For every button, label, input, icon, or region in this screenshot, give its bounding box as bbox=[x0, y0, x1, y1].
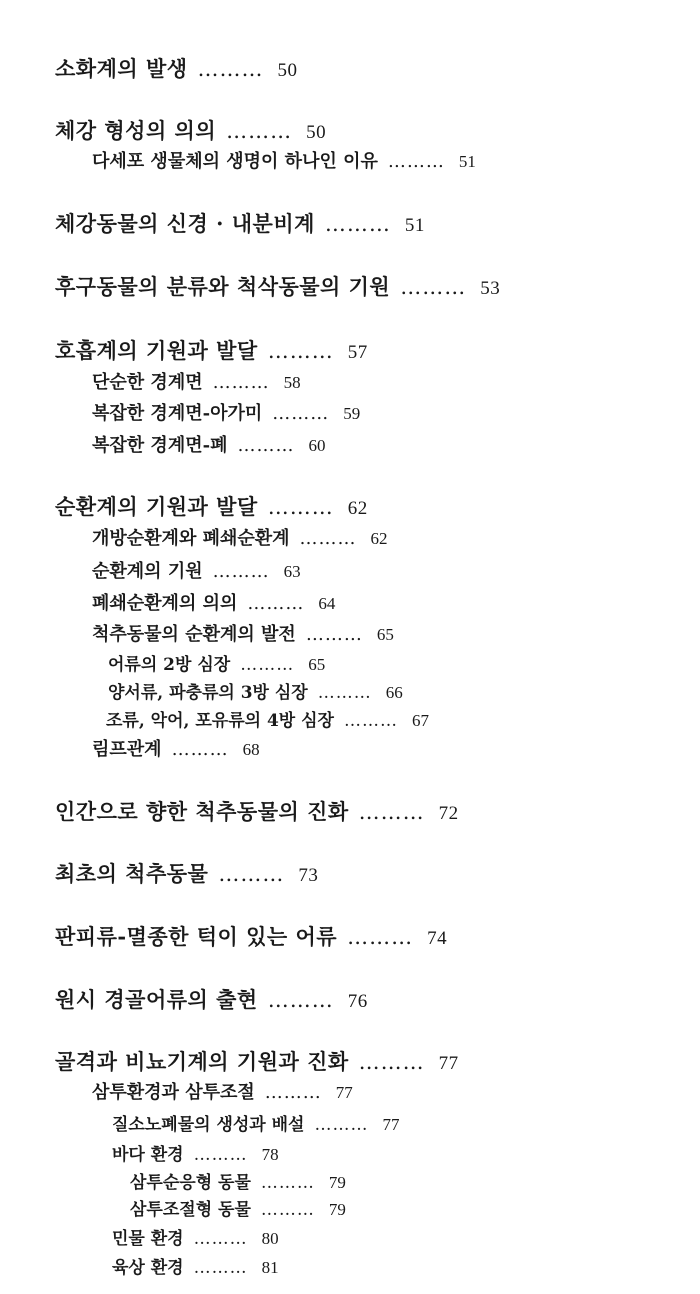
entry-title: 질소노폐물의 생성과 배설 bbox=[112, 1115, 305, 1135]
toc-entry bbox=[92, 368, 301, 394]
page-number: 53 bbox=[480, 278, 501, 299]
dot-leader: ……… bbox=[305, 624, 363, 645]
page-number: 68 bbox=[242, 740, 260, 759]
entry-title: 바다 환경 bbox=[112, 1145, 184, 1165]
page-number: 51 bbox=[458, 152, 476, 171]
dot-leader: ……… bbox=[358, 1050, 425, 1074]
dot-leader: ……… bbox=[193, 1229, 248, 1249]
toc-entry bbox=[92, 620, 394, 646]
toc-entry bbox=[55, 335, 368, 365]
dot-leader: ……… bbox=[193, 1145, 248, 1165]
page-number: 57 bbox=[347, 342, 368, 363]
entry-title: 육상 환경 bbox=[112, 1258, 184, 1278]
page-number: 62 bbox=[347, 498, 368, 519]
page-number: 66 bbox=[385, 683, 403, 702]
entry-title: 인간으로 향한 척추동물의 진화 bbox=[55, 799, 349, 824]
dot-leader: ……… bbox=[212, 372, 270, 393]
toc-entry bbox=[55, 491, 368, 521]
toc-entry bbox=[55, 115, 326, 145]
entry-title: 복잡한 경계면-폐 bbox=[92, 435, 228, 456]
dot-leader: ……… bbox=[247, 593, 305, 614]
toc-entry bbox=[130, 1168, 346, 1193]
toc-entry bbox=[112, 1140, 279, 1165]
entry-title: 개방순환계와 폐쇄순환계 bbox=[92, 528, 290, 549]
entry-title: 척추동물의 순환계의 발전 bbox=[92, 624, 296, 645]
toc-entry bbox=[92, 735, 260, 761]
dot-leader: ……… bbox=[272, 403, 330, 424]
dot-leader: ……… bbox=[171, 739, 229, 760]
entry-title: 단순한 경계면 bbox=[92, 372, 203, 393]
dot-leader: ……… bbox=[387, 151, 445, 172]
page-number: 81 bbox=[261, 1258, 279, 1277]
entry-title: 체강 형성의 의의 bbox=[55, 118, 217, 143]
toc-entry bbox=[55, 208, 425, 238]
page-number: 76 bbox=[347, 991, 368, 1012]
entry-title: 순환계의 기원과 발달 bbox=[55, 494, 258, 519]
entry-title: 조류, 악어, 포유류의 4방 심장 bbox=[106, 711, 334, 731]
entry-title: 양서류, 파충류의 3방 심장 bbox=[108, 683, 308, 703]
page-number: 50 bbox=[306, 122, 327, 143]
toc-entry bbox=[92, 399, 360, 425]
page-number: 80 bbox=[261, 1229, 279, 1248]
dot-leader: ……… bbox=[264, 1082, 322, 1103]
page-number: 58 bbox=[283, 373, 301, 392]
page-number: 79 bbox=[328, 1173, 346, 1192]
dot-leader: ……… bbox=[324, 212, 391, 236]
page-number: 62 bbox=[370, 529, 388, 548]
page-number: 72 bbox=[438, 803, 459, 824]
entry-title: 판피류-멸종한 턱이 있는 어류 bbox=[55, 924, 338, 949]
toc-entry bbox=[112, 1110, 399, 1135]
toc-entry bbox=[92, 431, 325, 457]
dot-leader: ……… bbox=[347, 925, 414, 949]
page-number: 79 bbox=[328, 1200, 346, 1219]
page-number: 64 bbox=[318, 594, 336, 613]
page-number: 78 bbox=[261, 1145, 279, 1164]
dot-leader: ……… bbox=[193, 1258, 248, 1278]
dot-leader: ……… bbox=[314, 1115, 369, 1135]
toc-entry bbox=[55, 271, 500, 301]
entry-title: 폐쇄순환계의 의의 bbox=[92, 593, 238, 614]
dot-leader: ……… bbox=[218, 862, 285, 886]
page-number: 63 bbox=[283, 562, 301, 581]
entry-title: 순환계의 기원 bbox=[92, 561, 203, 582]
page-number: 77 bbox=[438, 1053, 459, 1074]
entry-title: 삼투환경과 삼투조절 bbox=[92, 1082, 255, 1103]
dot-leader: ……… bbox=[267, 339, 334, 363]
entry-title: 민물 환경 bbox=[112, 1229, 184, 1249]
dot-leader: ……… bbox=[260, 1200, 315, 1220]
toc-entry bbox=[55, 984, 368, 1014]
toc-entry bbox=[130, 1195, 346, 1220]
page-number: 67 bbox=[411, 711, 429, 730]
entry-title: 어류의 2방 심장 bbox=[108, 655, 231, 675]
dot-leader: ……… bbox=[212, 561, 270, 582]
page-number: 50 bbox=[277, 60, 298, 81]
dot-leader: ……… bbox=[343, 711, 398, 731]
entry-title: 최초의 척추동물 bbox=[55, 861, 209, 886]
dot-leader: ……… bbox=[299, 528, 357, 549]
toc-entry bbox=[55, 858, 318, 888]
page-number: 65 bbox=[308, 655, 326, 674]
toc-entry bbox=[108, 678, 403, 703]
toc-entry bbox=[112, 1224, 279, 1249]
dot-leader: ……… bbox=[226, 119, 293, 143]
entry-title: 체강동물의 신경 · 내분비계 bbox=[55, 211, 315, 236]
entry-title: 호흡계의 기원과 발달 bbox=[55, 338, 258, 363]
page-number: 51 bbox=[404, 215, 425, 236]
toc-entry bbox=[92, 524, 388, 550]
toc-entry bbox=[108, 650, 325, 675]
page-number: 77 bbox=[335, 1083, 353, 1102]
dot-leader: ……… bbox=[358, 800, 425, 824]
dot-leader: ……… bbox=[267, 495, 334, 519]
toc-entry bbox=[55, 921, 447, 951]
entry-title: 삼투조절형 동물 bbox=[130, 1200, 251, 1220]
page-number: 60 bbox=[308, 436, 326, 455]
dot-leader: ……… bbox=[197, 57, 264, 81]
dot-leader: ……… bbox=[240, 655, 295, 675]
dot-leader: ……… bbox=[237, 435, 295, 456]
entry-title: 후구동물의 분류와 척삭동물의 기원 bbox=[55, 274, 391, 299]
page-number: 59 bbox=[343, 404, 361, 423]
toc-entry bbox=[92, 1078, 353, 1104]
page-number: 77 bbox=[382, 1115, 400, 1134]
toc-entry bbox=[106, 706, 429, 731]
toc-entry bbox=[92, 557, 301, 583]
dot-leader: ……… bbox=[267, 988, 334, 1012]
dot-leader: ……… bbox=[400, 275, 467, 299]
dot-leader: ……… bbox=[260, 1173, 315, 1193]
entry-title: 소화계의 발생 bbox=[55, 56, 188, 81]
dot-leader: ……… bbox=[317, 683, 372, 703]
entry-title: 복잡한 경계면-아가미 bbox=[92, 403, 263, 424]
entry-title: 골격과 비뇨기계의 기원과 진화 bbox=[55, 1049, 349, 1074]
toc-entry bbox=[55, 1046, 459, 1076]
toc-entry bbox=[92, 589, 335, 615]
entry-title: 림프관계 bbox=[92, 739, 162, 760]
entry-title: 삼투순응형 동물 bbox=[130, 1173, 251, 1193]
entry-title: 원시 경골어류의 출현 bbox=[55, 987, 258, 1012]
page-number: 74 bbox=[427, 928, 448, 949]
entry-title: 다세포 생물체의 생명이 하나인 이유 bbox=[92, 151, 378, 172]
page-number: 65 bbox=[376, 625, 394, 644]
toc-entry bbox=[112, 1253, 279, 1278]
toc-entry bbox=[55, 796, 459, 826]
toc-entry bbox=[92, 147, 476, 173]
page-number: 73 bbox=[298, 865, 319, 886]
toc-entry bbox=[55, 53, 298, 83]
